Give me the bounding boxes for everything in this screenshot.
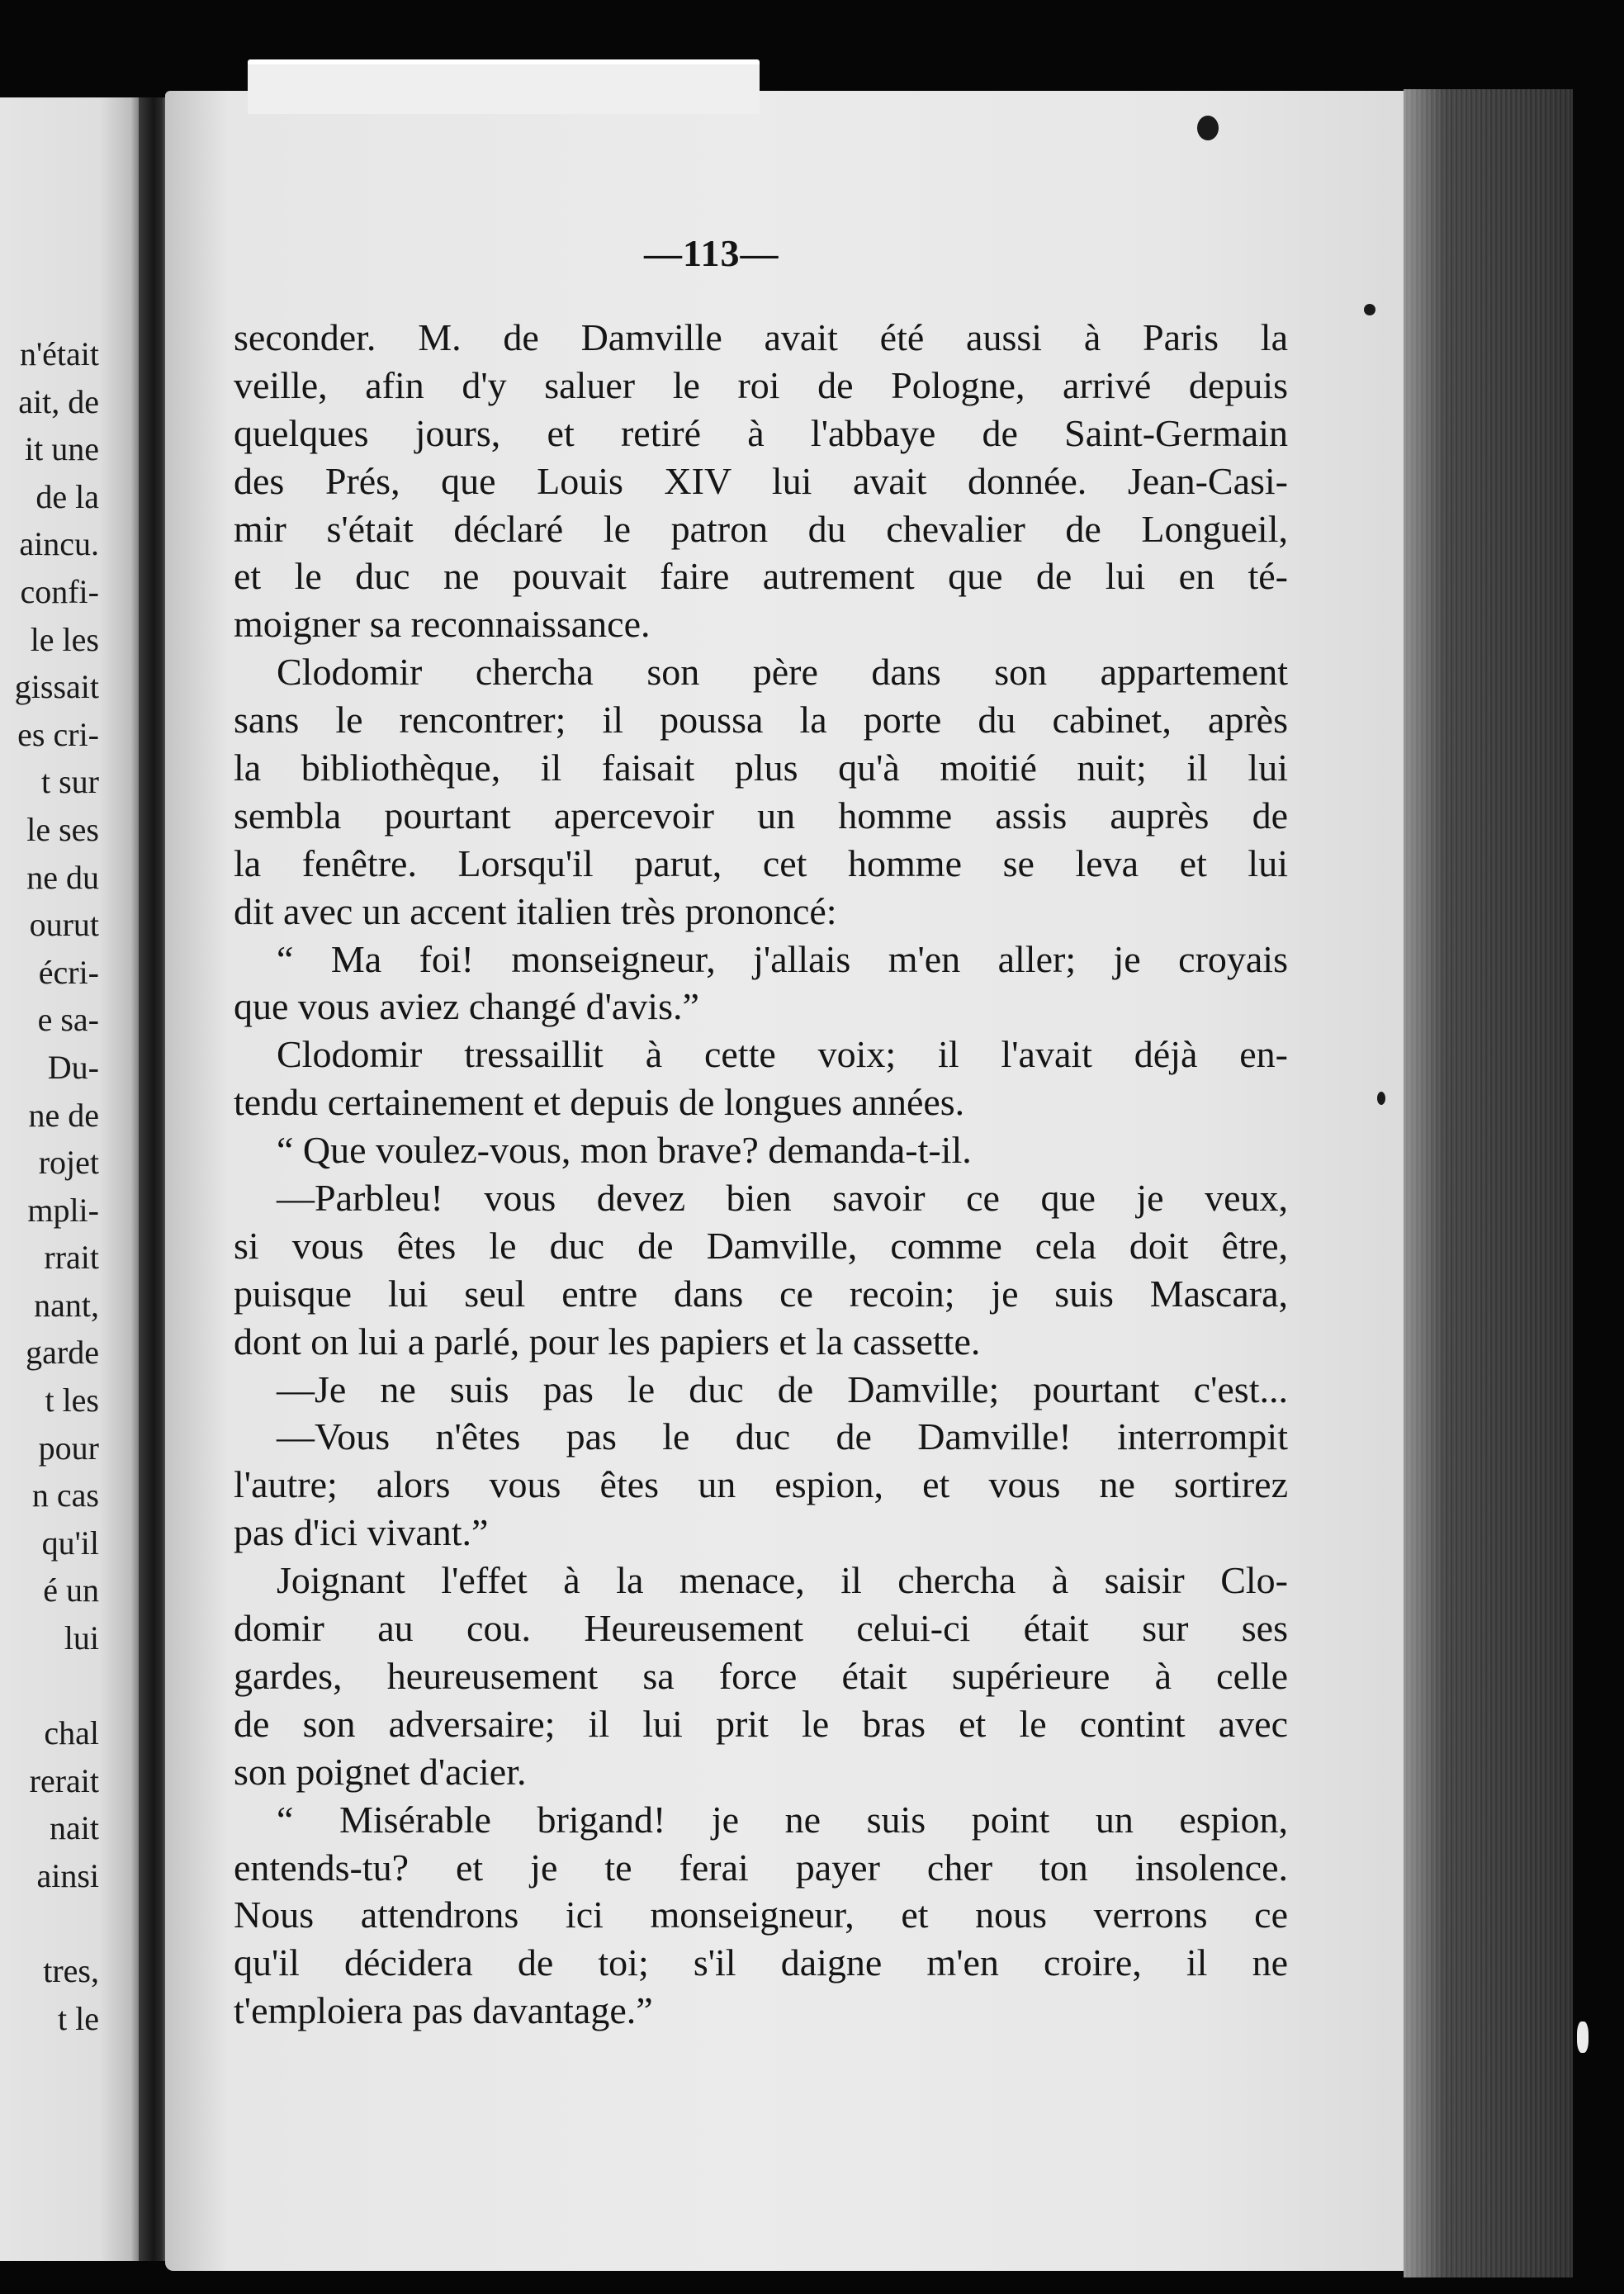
left-page-line: qu'il [41,1524,99,1562]
fore-edge-shade [1404,89,1573,2277]
text-line: si vous êtes le duc de Damville, comme cela doit être, [234,1224,1288,1267]
text-line: sans le rencontrer; il poussa la porte du cabinet, après [234,699,1288,742]
left-page-line: tres, [43,1952,99,1990]
left-page-line: ainsi [36,1857,99,1894]
left-page-line: t le [58,1999,99,2037]
left-page-line: e sa- [37,1001,99,1039]
text-line: —Parbleu! vous devez bien savoir ce que je veux, [277,1177,1288,1220]
ink-speck [1377,1092,1385,1105]
left-page-line: n cas [31,1476,99,1514]
ink-speck [1364,304,1375,315]
text-line: que vous aviez changé d'avis.” [234,985,699,1028]
text-line: “ Misérable brigand! je ne suis point un espion, [277,1798,1288,1841]
left-page-line: aincu. [19,525,99,563]
text-line: quelques jours, et retiré à l'abbaye de Saint-Germain [234,411,1288,454]
text-line: moigner sa reconnaissance. [234,603,651,646]
text-line: l'autre; alors vous êtes un espion, et vous ne sortirez [234,1463,1288,1506]
left-page-line: Du- [47,1048,99,1086]
text-line: —Vous n'êtes pas le duc de Damville! interrompit [277,1415,1288,1458]
left-page-line: lui [64,1619,99,1657]
text-line: Clodomir chercha son père dans son appartement [277,651,1288,694]
text-line: tendu certainement et depuis de longues années. [234,1081,965,1124]
ink-speck [1197,116,1219,140]
left-page-line: de la [36,477,99,515]
left-page-line: t les [45,1382,99,1420]
text-line: “ Ma foi! monseigneur, j'allais m'en aller; je croyais [277,937,1288,980]
left-facing-page [0,97,142,2261]
left-page-line: é un [43,1571,99,1609]
text-line: qu'il décidera de toi; s'il daigne m'en croire, il ne [234,1941,1288,1984]
left-page-line: it une [25,430,99,468]
left-page-line: ne du [26,858,99,896]
left-page-line: le les [30,620,99,658]
left-page-line [0,1662,99,1710]
left-page-text-fragments [0,330,99,2042]
text-line: Clodomir tressaillit à cette voix; il l'avait déjà en- [277,1033,1288,1076]
ink-speck [1577,2021,1588,2053]
page-top-tab [248,59,760,114]
text-line: sembla pourtant apercevoir un homme assis auprès de [234,794,1288,837]
left-page-line: le ses [26,810,99,848]
text-line: dit avec un accent italien très prononcé: [234,889,837,932]
left-page-line: nait [50,1809,99,1847]
left-page-line: garde [26,1334,99,1372]
left-page-line: rrait [44,1239,99,1277]
left-page-line: ourut [29,906,99,944]
left-page-line: nant, [34,1286,99,1324]
text-line: la bibliothèque, il faisait plus qu'à moitié nuit; il lui [234,746,1288,789]
text-line: domir au cou. Heureusement celui-ci était sur ses [234,1607,1288,1650]
text-line: des Prés, que Louis XIV lui avait donnée. Jean-Casi- [234,459,1288,502]
text-line: “ Que voulez-vous, mon brave? demanda-t-il. [277,1129,972,1172]
text-line: et le duc ne pouvait faire autrement que de lui en té- [234,555,1288,598]
text-line: la fenêtre. Lorsqu'il parut, cet homme se leva et lui [234,841,1288,884]
text-line: son poignet d'acier. [234,1750,527,1793]
left-page-line [0,1900,99,1948]
left-page-line: écri- [38,953,99,991]
left-page-line: rojet [38,1144,99,1182]
left-page-line: ne de [28,1096,99,1134]
text-line: Nous attendrons ici monseigneur, et nous verrons ce [234,1893,1288,1936]
left-page-line: pour [38,1429,99,1467]
text-line: puisque lui seul entre dans ce recoin; je suis Mascara, [234,1272,1288,1315]
left-page-line: es cri- [17,715,99,753]
left-page-line: chal [44,1714,99,1752]
left-page-line: rerait [29,1761,99,1799]
text-line: —Je ne suis pas le duc de Damville; pourtant c'est... [277,1367,1288,1410]
left-page-line: mpli- [27,1191,99,1229]
left-page-line: t sur [41,763,99,801]
text-line: seconder. M. de Damville avait été aussi à Paris la [234,316,1288,358]
text-line: gardes, heureusement sa force était supérieure à celle [234,1654,1288,1697]
left-page-line: gissait [14,668,99,706]
text-line: t'emploiera pas davantage.” [234,1989,653,2032]
text-line: entends-tu? et je te ferai payer cher ton insolence. [234,1846,1288,1889]
text-line: veille, afin d'y saluer le roi de Pologne, arrivé depuis [234,363,1288,406]
text-line: mir s'était déclaré le patron du chevalier de Longueil, [234,507,1288,550]
text-line: dont on lui a parlé, pour les papiers et la cassette. [234,1320,981,1363]
text-line: de son adversaire; il lui prit le bras et le contint avec [234,1702,1288,1745]
left-page-line: n'était [19,335,99,372]
page-body-text [234,314,1288,2035]
text-line: Joignant l'effet à la menace, il chercha à saisir Clo- [277,1559,1288,1602]
text-line: pas d'ici vivant.” [234,1511,489,1554]
page-number: —113— [644,232,779,274]
left-page-line: ait, de [18,382,99,420]
left-page-line: confi- [20,572,99,610]
